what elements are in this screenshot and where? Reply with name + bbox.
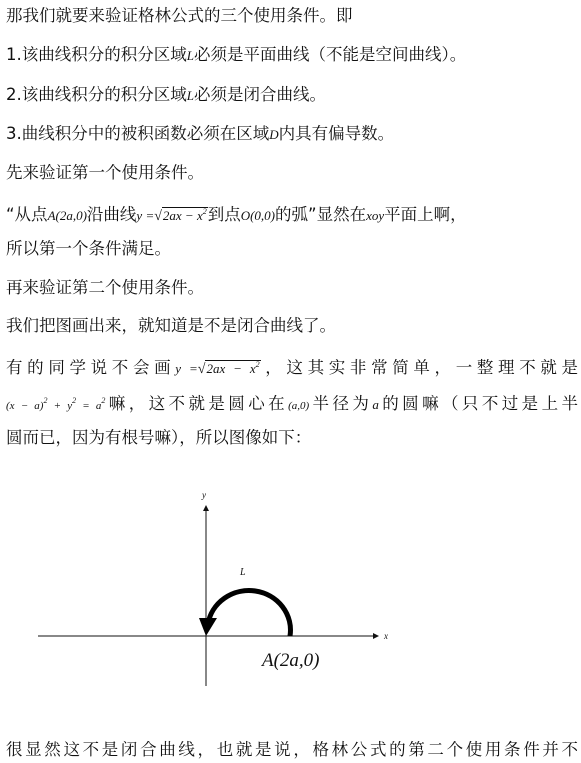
circle-exp-2: 2 — [72, 396, 77, 405]
circle-exp-1: 2 — [43, 396, 48, 405]
first-condition-satisfied: 所以第一个条件满足。 — [6, 239, 171, 258]
condition-3-text-b: 内具有偏导数。 — [278, 124, 395, 143]
draw-figure-line: 我们把图画出来，就知道是不是闭合曲线了。 — [6, 316, 336, 335]
draw-help-text-a: 有的同学说不会画 — [6, 358, 176, 377]
curve-equation-lhs: y = — [136, 208, 155, 223]
circle-text-a: 嘛，这不就是圆心在 — [105, 394, 289, 413]
circle-equation-part-c: = a — [76, 400, 102, 412]
circle-equation-part-b: + y — [47, 400, 73, 412]
intro-line: 那我们就要来验证格林公式的三个使用条件。即 — [6, 6, 353, 25]
circle-radius: a — [372, 397, 379, 412]
arc-text-e: 平面上啊， — [384, 205, 467, 224]
verify-second-line: 再来验证第二个使用条件。 — [6, 278, 204, 297]
condition-3 — [6, 124, 578, 145]
sqrt-symbol-2: √ — [197, 362, 206, 377]
circle-text-b: 半径为 — [309, 394, 373, 413]
point-o: O(0,0) — [240, 208, 276, 223]
point-a-label: A(2a,0) — [262, 650, 320, 671]
plane-xoy: xoy — [366, 208, 385, 223]
y-axis-label: y — [202, 490, 206, 500]
condition-3-var: D — [269, 127, 279, 142]
exponent: 2 — [202, 207, 207, 216]
circle-text-c: 的圆嘛（只不过是上半 — [378, 394, 578, 413]
verify-first-line: 先来验证第一个使用条件。 — [6, 163, 204, 182]
curve-label: L — [240, 567, 246, 578]
sqrt-symbol: √ — [154, 209, 162, 224]
curve-equation-2 — [175, 361, 260, 376]
figure-intro-line: 圆而已，因为有根号嘛），所以图像如下： — [6, 428, 312, 447]
condition-2-var: L — [186, 88, 194, 103]
condition-2-text-b: 必须是闭合曲线。 — [193, 85, 326, 104]
arc-text-c: 到点 — [207, 205, 241, 224]
curve-equation-radicand — [162, 207, 208, 223]
condition-2 — [6, 85, 578, 106]
condition-2-text-a: 2.该曲线积分的积分区域 — [6, 85, 187, 104]
circle-exp-3: 2 — [101, 396, 106, 405]
arc-text-d: 的弧”显然在 — [275, 205, 367, 224]
arc-text-a: “从点 — [6, 205, 48, 224]
radicand-text: 2ax − x — [162, 208, 203, 223]
arc-text-b: 沿曲线 — [86, 205, 137, 224]
circle-equation-part-a: (x − a) — [6, 400, 44, 412]
condition-1-var: L — [186, 48, 194, 63]
condition-1-text-a: 1.该曲线积分的积分区域 — [6, 45, 187, 64]
curve-equation-2-lhs: y = — [175, 361, 198, 376]
conclusion-line: 很显然这不是闭合曲线，也就是说，格林公式的第二个使用条件并不 — [6, 740, 578, 759]
curve-equation — [136, 208, 207, 223]
circle-equation-line — [6, 391, 578, 416]
condition-1 — [6, 45, 578, 66]
condition-3-text-a: 3.曲线积分中的被积函数必须在区域 — [6, 124, 270, 143]
x-axis-label: x — [384, 631, 388, 641]
curve-equation-2-radicand — [205, 360, 260, 376]
exponent-2: 2 — [255, 360, 260, 369]
point-a: A(2a,0) — [47, 208, 87, 223]
semicircle-figure — [0, 478, 581, 698]
draw-help-line — [6, 355, 578, 380]
circle-equation — [6, 396, 106, 412]
semicircle-arc — [208, 591, 290, 636]
draw-help-text-b: ，这其实非常简单，一整理不就是 — [260, 358, 579, 377]
arc-statement-line — [6, 202, 578, 227]
condition-1-text-b: 必须是平面曲线（不能是空间曲线）。 — [193, 45, 467, 64]
circle-center: (a,0) — [288, 400, 310, 412]
radicand-text-2: 2ax − x — [206, 361, 256, 376]
arc-arrowhead — [199, 618, 217, 636]
